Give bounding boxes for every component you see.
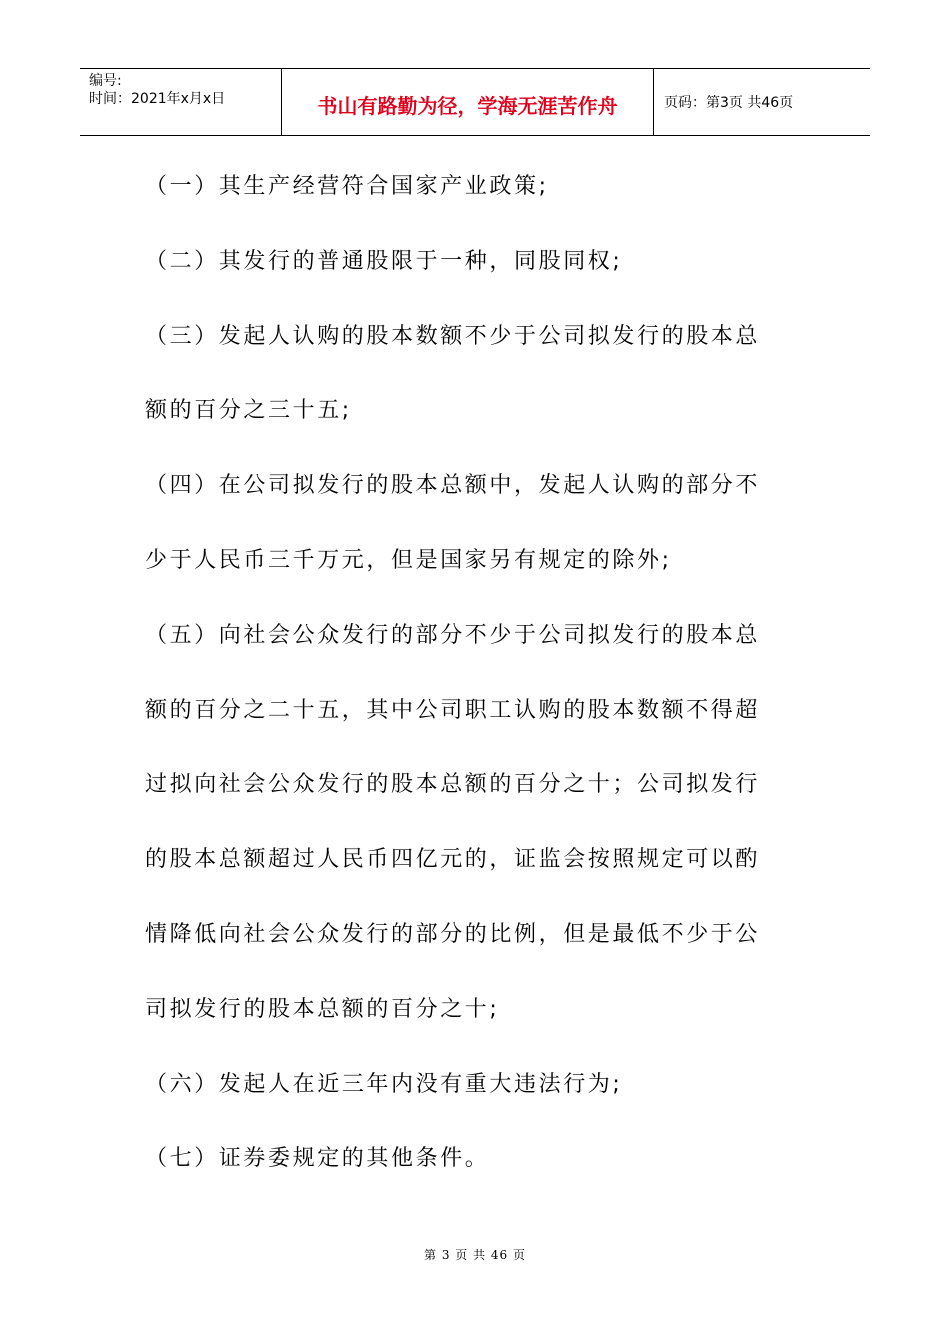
- body-line: 情降低向社会公众发行的部分的比例，但是最低不少于公: [145, 921, 761, 947]
- header-motto-cell: [282, 69, 654, 135]
- body-line: （一）其生产经营符合国家产业政策;: [145, 174, 549, 199]
- document-header: [80, 68, 870, 136]
- body-line: （二）其发行的普通股限于一种，同股同权;: [145, 248, 623, 274]
- body-line: 的股本总额超过人民币四亿元的，证监会按照规定可以酌: [145, 847, 761, 873]
- body-line: 额的百分之三十五;: [145, 398, 352, 424]
- body-line: 过拟向社会公众发行的股本总额的百分之十；公司拟发行: [145, 772, 761, 798]
- body-line: 司拟发行的股本总额的百分之十;: [145, 996, 500, 1022]
- body-line: （四）在公司拟发行的股本总额中，发起人认购的部分不: [145, 473, 761, 499]
- body-line: （七）证券委规定的其他条件。: [145, 1146, 490, 1172]
- header-motto: 书山有路勤为径，学海无涯苦作舟: [317, 93, 618, 118]
- body-line: （五）向社会公众发行的部分不少于公司拟发行的股本总: [145, 622, 761, 648]
- page-footer: 第 3 页 共 46 页: [424, 1248, 526, 1262]
- body-line: （六）发起人在近三年内没有重大违法行为;: [145, 1071, 623, 1097]
- document-number-label: 编号:: [89, 73, 122, 89]
- body-line: 少于人民币三千万元，但是国家另有规定的除外;: [145, 547, 672, 573]
- header-page-cell: [654, 69, 870, 135]
- body-line: （三）发起人认购的股本数额不少于公司拟发行的股本总: [145, 323, 761, 349]
- header-page-code: 页码：第3页 共46页: [664, 95, 794, 111]
- body-line: 额的百分之二十五，其中公司职工认购的股本数额不得超: [145, 697, 761, 723]
- document-time-label: 时间：2021年x月x日: [89, 91, 226, 107]
- header-meta-cell: [80, 69, 282, 135]
- document-body: [145, 150, 795, 1197]
